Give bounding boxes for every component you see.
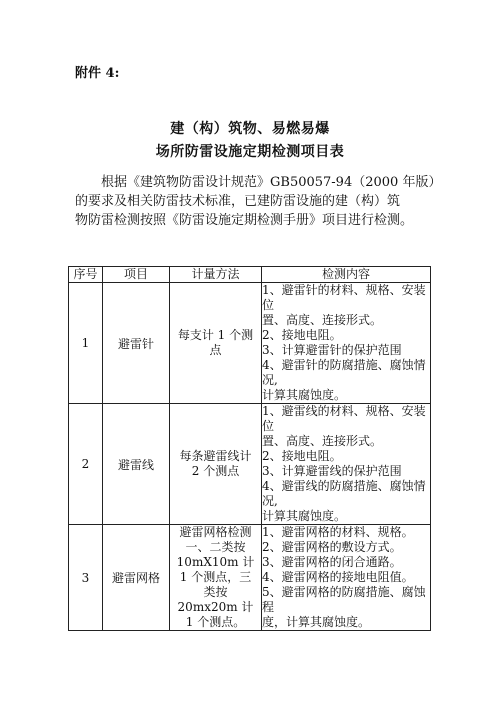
row-inspection-content xyxy=(262,525,431,631)
header-serial-no: 序号 xyxy=(69,267,103,283)
header-inspection-content: 检测内容 xyxy=(262,267,431,283)
document-title-line-2: 场所防雷设施定期检测项目表 xyxy=(155,144,345,160)
method-line: 20mx20m 计 xyxy=(177,600,254,614)
header-measurement-method: 计量方法 xyxy=(170,267,262,283)
content-line: 2、接地电阻。 xyxy=(262,328,342,342)
method-line: 1 个测点，三 xyxy=(179,570,252,584)
header-item: 项目 xyxy=(103,267,170,283)
content-line: 置、高度、连接形式。 xyxy=(262,434,383,448)
table-row xyxy=(69,283,431,404)
row-inspection-content xyxy=(262,404,431,525)
paragraph-line: 根据《建筑物防雷设计规范》GB50057-94（2000 年版） xyxy=(101,175,442,190)
document-title-line-1: 建（构）筑物、易燃易爆 xyxy=(170,121,330,137)
method-line: 2 个测点 xyxy=(191,464,240,478)
content-line: 3、避雷网格的闭合通路。 xyxy=(262,555,402,569)
method-line: 1 个测点。 xyxy=(185,615,246,629)
attachment-label: 附件 4: xyxy=(75,66,120,81)
content-line: 2、接地电阻。 xyxy=(262,449,342,463)
paragraph-line: 物防雷检测按照《防雷设施定期检测手册》项目进行检测。 xyxy=(75,213,414,228)
method-line: 每支计 1 个测 xyxy=(177,328,254,342)
content-line: 5、避雷网格的防腐措施、腐蚀程 xyxy=(262,585,426,614)
row-measurement-method xyxy=(170,283,262,404)
row-item: 避雷线 xyxy=(103,404,170,525)
content-line: 计算其腐蚀度。 xyxy=(262,509,347,523)
row-serial-no: 1 xyxy=(69,283,103,404)
row-measurement-method xyxy=(170,525,262,631)
row-measurement-method xyxy=(170,404,262,525)
method-line: 类按 xyxy=(203,585,228,599)
content-line: 1、避雷线的材料、规格、安装位 xyxy=(262,404,426,433)
method-line: 一、二类按 xyxy=(185,540,246,554)
row-serial-no: 3 xyxy=(69,525,103,631)
content-line: 置、高度、连接形式。 xyxy=(262,313,383,327)
table-header-row xyxy=(69,267,431,283)
row-inspection-content xyxy=(262,283,431,404)
method-line: 避雷网格检测 xyxy=(179,525,252,539)
method-line: 每条避雷线计 xyxy=(179,449,252,463)
table-row xyxy=(69,525,431,631)
row-serial-no: 2 xyxy=(69,404,103,525)
content-line: 4、避雷针的防腐措施、腐蚀情况, xyxy=(262,358,426,387)
content-line: 2、避雷网格的敷设方式。 xyxy=(262,540,402,554)
method-line: 10mX10m 计 xyxy=(176,555,255,569)
intro-paragraph xyxy=(75,173,440,230)
inspection-table xyxy=(68,266,431,631)
content-line: 3、计算避雷线的保护范围 xyxy=(262,464,402,478)
table-row xyxy=(69,404,431,525)
content-line: 1、避雷针的材料、规格、安装位 xyxy=(262,283,426,312)
row-item: 避雷针 xyxy=(103,283,170,404)
content-line: 4、避雷网格的接地电阻值。 xyxy=(262,570,414,584)
content-line: 度，计算其腐蚀度。 xyxy=(262,615,371,629)
content-line: 计算其腐蚀度。 xyxy=(262,388,347,402)
method-line: 点 xyxy=(209,343,222,357)
content-line: 4、避雷线的防腐措施、腐蚀情况, xyxy=(262,479,426,508)
paragraph-line: 的要求及相关防雷技术标准，已建防雷设施的建（构）筑 xyxy=(75,194,401,209)
content-line: 3、计算避雷针的保护范围 xyxy=(262,343,402,357)
content-line: 1、避雷网格的材料、规格。 xyxy=(262,525,414,539)
row-item: 避雷网格 xyxy=(103,525,170,631)
